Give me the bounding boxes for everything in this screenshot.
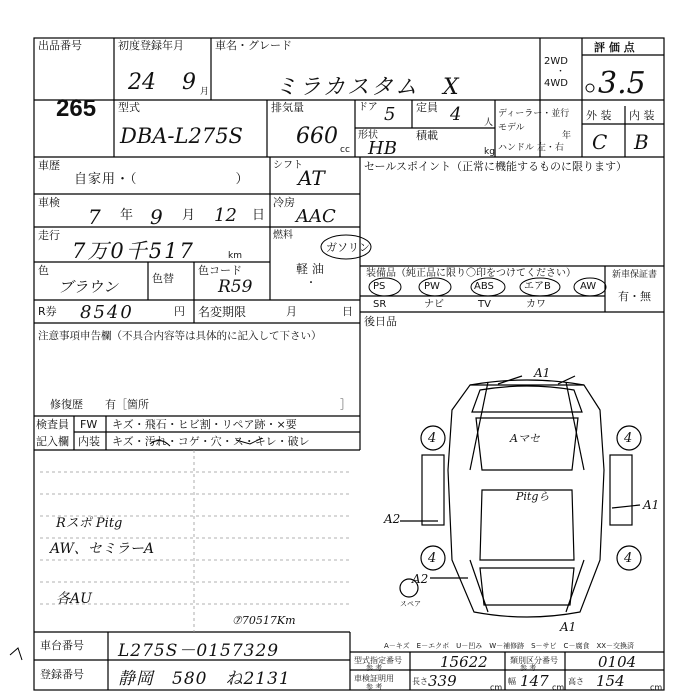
length-value: 339 (428, 672, 457, 690)
tire-rear-left: 4 (428, 551, 437, 566)
day-char: 日 (252, 208, 266, 223)
exterior-grade: C (592, 130, 608, 154)
ac-label: 冷房 (273, 196, 295, 209)
door-label: ドア (358, 102, 378, 113)
capacity-value: 4 (450, 104, 462, 125)
inspection-day: 12 (214, 205, 237, 226)
name-change-label: 名変期限 (198, 305, 247, 319)
repair-label: 修復歴 有［箇所 (50, 398, 149, 411)
first-registration-label: 初度登録年月 (118, 39, 184, 52)
hand-note-2: AW、セミラーA (50, 541, 155, 557)
load-label: 積載 (416, 129, 438, 142)
damage-legend: A－キズ E－エクボ U－凹み W－補修跡 S－サビ C－腐食 XX－交換済 (384, 642, 635, 650)
rating-value: 3.5 (598, 66, 646, 101)
exterior-label: 外 装 (586, 109, 612, 122)
damage-a2-left: A2 (384, 512, 401, 526)
color-code-value: R59 (218, 277, 253, 297)
chassis-value: L275S－0157329 (118, 641, 280, 661)
plate-label: 登録番号 (40, 668, 84, 681)
equip-airbag: エアB (524, 281, 551, 292)
equip-tv: TV (478, 299, 491, 310)
inspector-label-top: 検査員 (36, 418, 69, 431)
cc-unit: cc (340, 145, 350, 155)
rating-label: 評 価 点 (594, 41, 635, 54)
fw-text: キズ・飛石・ヒビ割・リペア跡・×要 (112, 418, 297, 431)
equip-ps: PS (373, 281, 386, 292)
year-unit: 年 (562, 131, 572, 141)
damage-a1-top: A1 (534, 366, 551, 380)
lot-number-label: 出品番号 (38, 39, 82, 52)
body-note: Pitgら (516, 490, 550, 503)
day-label: 日 (342, 305, 353, 318)
month-char: 月 (182, 208, 196, 223)
displacement-value: 660 (296, 124, 338, 149)
color-change-label: 色替 (152, 272, 174, 285)
category-value: 0104 (598, 653, 637, 671)
inspection-month: 9 (150, 205, 163, 229)
inspection-year: 7 (88, 205, 101, 229)
interior-check-label: 内装 (78, 435, 100, 448)
warranty-label: 新車保証書 (612, 270, 658, 280)
warranty-value: 有・無 (618, 290, 651, 303)
dealer-label: ディーラー・並行 (498, 109, 570, 119)
hand-note-1: Rスポ Pitg (56, 516, 123, 531)
shape-value: HB (368, 138, 397, 159)
tire-front-right: 4 (624, 431, 633, 446)
door-value: 5 (384, 104, 396, 125)
color-code-label: 色コード (198, 264, 242, 277)
month-unit: 月 (200, 87, 210, 97)
height-label: 高さ (568, 677, 584, 686)
damage-a1-right: A1 (643, 498, 660, 512)
inspection-label: 車検 (38, 196, 60, 209)
fuel-diesel: 軽 油 (296, 262, 324, 276)
car-name-label: 車名・グレード (215, 39, 292, 52)
mileage-note: ⑦70517Km (232, 614, 296, 627)
month-label: 月 (286, 305, 297, 318)
fuel-label: 燃料 (273, 230, 293, 241)
displacement-label: 排気量 (271, 101, 304, 114)
fw-label: FW (80, 418, 98, 431)
first-registration-year: 24 (128, 70, 156, 95)
chassis-label: 車台番号 (40, 639, 84, 652)
mileage-label: 走行 (38, 229, 60, 242)
damage-a2-lower: A2 (412, 572, 429, 586)
hand-note-3: 各AU (56, 591, 92, 607)
spare-label: スペア (400, 600, 421, 608)
category-label: 類別区分番号 (510, 656, 558, 665)
interior-check-text: キズ・汚れ・コゲ・穴・ス・キレ・破レ (112, 435, 310, 448)
length-unit: cm (490, 683, 503, 692)
drive-dot: ・ (556, 67, 566, 77)
windshield-note: Aマセ (510, 432, 540, 445)
year-char: 年 (120, 208, 134, 223)
equip-abs: ABS (474, 281, 494, 292)
equip-aw: AW (580, 281, 597, 292)
drive-2wd: 2WD (544, 56, 568, 67)
equip-pw: PW (424, 281, 440, 292)
recycle-label: R券 (38, 305, 57, 318)
width-label: 幅 (508, 677, 516, 686)
inspector-label-bottom: 記入欄 (36, 435, 69, 448)
color-label: 色 (38, 264, 49, 277)
width-unit: cm (552, 683, 565, 692)
color-value: ブラウン (58, 278, 119, 296)
capacity-label: 定員 (416, 101, 438, 114)
aftermarket-label: 後日品 (364, 315, 397, 328)
shape-label: 形状 (358, 130, 378, 141)
model-year-label: モデル (498, 123, 525, 133)
interior-grade: B (634, 130, 649, 154)
category-ref-label: 参 考 (520, 664, 537, 672)
shift-label: シフト (273, 160, 303, 171)
fuel-dot: ・ (306, 278, 316, 289)
designation-ref-label: 参 考 (366, 664, 383, 672)
plate-value: 静岡 580 ね2131 (118, 669, 291, 689)
yen-unit: 円 (174, 305, 185, 318)
damage-a1-bottom: A1 (560, 620, 577, 634)
equip-navi: ナビ (424, 299, 444, 310)
cert-ref-label: 参 考 (366, 683, 383, 691)
ac-value: AAC (296, 206, 336, 227)
fuel-gasoline: ガソリン (326, 241, 370, 254)
mileage-value: 7万0千517 (72, 239, 195, 263)
width-value: 147 (520, 672, 549, 690)
person-unit: 人 (484, 118, 494, 128)
first-registration-month: 9 (182, 70, 196, 95)
model-value: DBA-L275S (120, 124, 243, 148)
kg-unit: kg (484, 147, 495, 157)
tire-rear-right: 4 (624, 551, 633, 566)
drive-4wd: 4WD (544, 78, 568, 89)
recycle-value: 8540 (80, 302, 134, 323)
car-name: ミラカスタム X (275, 75, 461, 100)
designation-value: 15622 (440, 653, 488, 671)
handle-label: ハンドル 左・右 (498, 143, 564, 153)
cert-label: 車検証明用 (354, 674, 394, 683)
history-value: 自家用・（ ） (74, 172, 250, 187)
km-unit: km (228, 251, 242, 261)
shift-value: AT (298, 166, 325, 190)
lot-number: 265 (56, 95, 97, 122)
length-label: 長さ (412, 677, 428, 686)
equip-leather: カワ (526, 299, 546, 310)
repair-close: ］ (340, 398, 351, 411)
height-value: 154 (596, 672, 625, 690)
designation-label: 型式指定番号 (354, 656, 402, 665)
interior-label: 内 装 (629, 109, 655, 122)
equip-sr: SR (373, 299, 387, 310)
tire-front-left: 4 (428, 431, 437, 446)
model-label: 型式 (118, 101, 140, 114)
sales-point-label: セールスポイント（正常に機能するものに限ります） (364, 160, 628, 173)
history-label: 車歴 (38, 159, 60, 172)
height-unit: cm (650, 683, 663, 692)
notes-label: 注意事項申告欄（不具合内容等は具体的に記入して下さい） (38, 330, 322, 342)
equipment-label: 装備品（純正品に限り〇印をつけてください） (366, 268, 576, 279)
